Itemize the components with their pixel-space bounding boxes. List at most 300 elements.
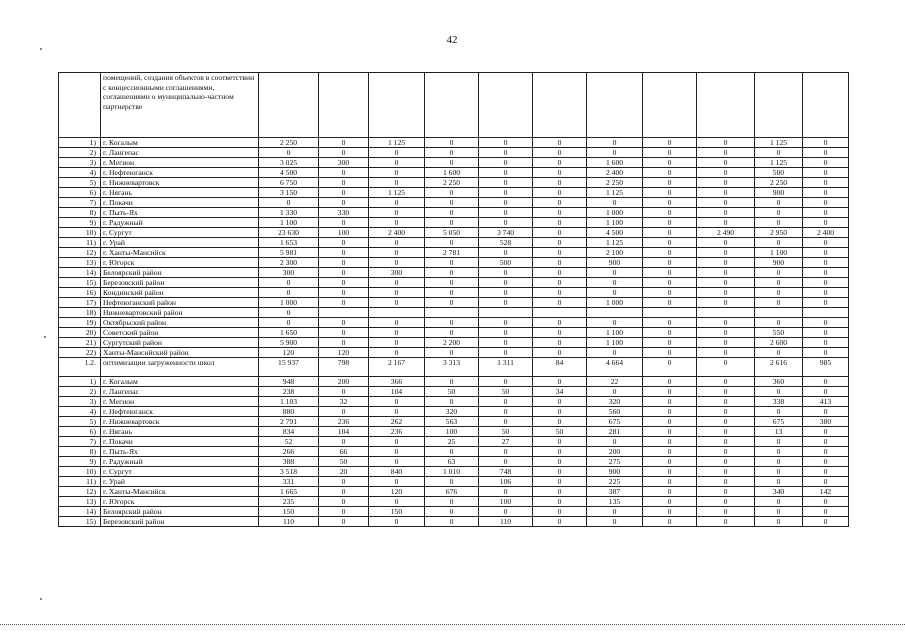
table-row	[59, 308, 849, 318]
header-number-cell	[59, 73, 101, 138]
row-number: 18)	[59, 308, 101, 318]
value-cell: 0	[533, 467, 587, 477]
value-cell: 1 010	[425, 467, 479, 477]
value-cell: 380	[803, 417, 849, 427]
value-cell: 0	[643, 467, 697, 477]
value-cell: 100	[319, 228, 369, 238]
value-cell	[425, 308, 479, 318]
data-table	[58, 72, 849, 527]
value-cell: 0	[319, 328, 369, 338]
value-cell: 3 025	[259, 158, 319, 168]
value-cell: 0	[697, 427, 755, 437]
value-cell: 900	[755, 258, 803, 268]
value-cell: 2 250	[755, 178, 803, 188]
value-cell: 0	[319, 198, 369, 208]
value-cell: 2 490	[697, 228, 755, 238]
value-cell: 0	[369, 517, 425, 527]
value-cell: 0	[755, 198, 803, 208]
value-cell: 0	[643, 507, 697, 517]
value-cell: 0	[697, 487, 755, 497]
value-cell: 0	[319, 407, 369, 417]
row-name: г. Нягань	[101, 427, 259, 437]
value-cell: 2 250	[259, 138, 319, 148]
value-cell: 0	[479, 457, 533, 467]
row-number: 10)	[59, 467, 101, 477]
value-cell: 4 500	[259, 168, 319, 178]
row-number: 1)	[59, 377, 101, 387]
row-number: 6)	[59, 188, 101, 198]
table-row	[59, 397, 849, 407]
value-cell: 0	[425, 288, 479, 298]
row-number: 6)	[59, 427, 101, 437]
value-cell: 0	[369, 338, 425, 348]
value-cell: 0	[697, 397, 755, 407]
value-cell: 2 250	[425, 178, 479, 188]
value-cell: 110	[259, 517, 319, 527]
row-number: 14)	[59, 268, 101, 278]
value-cell: 13	[755, 427, 803, 437]
table-row	[59, 228, 849, 238]
value-cell: 0	[587, 348, 643, 358]
value-cell: 0	[803, 168, 849, 178]
value-cell: 120	[259, 348, 319, 358]
value-cell: 840	[369, 467, 425, 477]
value-cell: 20	[319, 467, 369, 477]
value-cell: 387	[587, 487, 643, 497]
row-name: г. Радужный	[101, 218, 259, 228]
value-cell: 0	[643, 218, 697, 228]
value-cell: 0	[425, 397, 479, 407]
value-cell: 0	[755, 208, 803, 218]
header-cell	[319, 73, 369, 138]
value-cell: 300	[319, 158, 369, 168]
page-bottom-edge	[0, 624, 905, 625]
value-cell: 25	[425, 437, 479, 447]
row-name: Нефтеюганский район	[101, 298, 259, 308]
value-cell: 0	[643, 288, 697, 298]
value-cell: 150	[369, 507, 425, 517]
value-cell: 0	[755, 318, 803, 328]
value-cell: 1 100	[587, 218, 643, 228]
value-cell: 0	[319, 318, 369, 328]
value-cell: 0	[533, 457, 587, 467]
value-cell: 0	[369, 238, 425, 248]
value-cell: 0	[533, 348, 587, 358]
row-number: 13)	[59, 497, 101, 507]
row-number: 14)	[59, 507, 101, 517]
value-cell: 900	[587, 258, 643, 268]
value-cell: 0	[587, 268, 643, 278]
row-name: Березовский район	[101, 517, 259, 527]
value-cell: 0	[803, 507, 849, 517]
value-cell: 0	[803, 188, 849, 198]
value-cell: 0	[697, 507, 755, 517]
value-cell: 0	[425, 517, 479, 527]
value-cell	[803, 308, 849, 318]
value-cell: 0	[533, 417, 587, 427]
value-cell: 0	[755, 407, 803, 417]
value-cell: 0	[479, 198, 533, 208]
value-cell: 0	[479, 507, 533, 517]
value-cell: 1 125	[587, 238, 643, 248]
row-number: 11)	[59, 238, 101, 248]
value-cell: 0	[697, 298, 755, 308]
value-cell: 0	[643, 377, 697, 387]
row-name: Белоярский район	[101, 268, 259, 278]
value-cell: 0	[643, 238, 697, 248]
value-cell: 0	[319, 288, 369, 298]
value-cell: 0	[587, 318, 643, 328]
row-number: 17)	[59, 298, 101, 308]
value-cell: 0	[425, 497, 479, 507]
row-name: г. Нягань	[101, 188, 259, 198]
value-cell: 0	[425, 328, 479, 338]
value-cell: 0	[533, 517, 587, 527]
value-cell: 500	[755, 168, 803, 178]
value-cell: 900	[755, 188, 803, 198]
value-cell: 2 200	[425, 338, 479, 348]
value-cell: 0	[319, 507, 369, 517]
table-row	[59, 387, 849, 397]
scan-speck	[40, 48, 42, 50]
row-number: 19)	[59, 318, 101, 328]
row-name: г. Урай	[101, 477, 259, 487]
value-cell: 0	[533, 228, 587, 238]
value-cell: 0	[533, 238, 587, 248]
value-cell: 0	[587, 148, 643, 158]
table-row	[59, 427, 849, 437]
value-cell: 0	[803, 517, 849, 527]
table-row	[59, 497, 849, 507]
table-row	[59, 437, 849, 447]
value-cell: 1 125	[755, 138, 803, 148]
value-cell: 0	[697, 407, 755, 417]
scan-speck	[40, 598, 42, 600]
value-cell: 0	[643, 148, 697, 158]
value-cell: 0	[697, 457, 755, 467]
value-cell: 0	[533, 298, 587, 308]
value-cell: 0	[697, 387, 755, 397]
value-cell: 0	[643, 417, 697, 427]
row-name: г. Пыть-Ях	[101, 208, 259, 218]
value-cell: 0	[697, 467, 755, 477]
value-cell: 985	[803, 358, 849, 377]
value-cell: 0	[369, 178, 425, 188]
value-cell: 52	[259, 437, 319, 447]
value-cell: 798	[319, 358, 369, 377]
value-cell: 0	[803, 338, 849, 348]
value-cell: 0	[319, 477, 369, 487]
value-cell: 0	[643, 348, 697, 358]
value-cell: 66	[319, 447, 369, 457]
value-cell: 106	[479, 477, 533, 487]
value-cell: 1 103	[259, 397, 319, 407]
value-cell: 0	[643, 487, 697, 497]
value-cell: 0	[755, 387, 803, 397]
value-cell: 0	[479, 407, 533, 417]
value-cell: 0	[697, 377, 755, 387]
value-cell: 0	[479, 397, 533, 407]
value-cell: 0	[259, 318, 319, 328]
value-cell: 2 781	[425, 248, 479, 258]
value-cell: 0	[425, 208, 479, 218]
value-cell: 0	[803, 288, 849, 298]
value-cell: 0	[319, 258, 369, 268]
value-cell: 150	[259, 507, 319, 517]
value-cell: 0	[803, 447, 849, 457]
row-name: г. Когалым	[101, 377, 259, 387]
value-cell: 0	[587, 198, 643, 208]
table-row	[59, 377, 849, 387]
value-cell: 1 653	[259, 238, 319, 248]
value-cell: 0	[643, 258, 697, 268]
value-cell: 238	[259, 387, 319, 397]
value-cell: 0	[425, 507, 479, 517]
value-cell: 0	[369, 288, 425, 298]
header-cell	[755, 73, 803, 138]
header-cell	[259, 73, 319, 138]
row-number: 9)	[59, 457, 101, 467]
value-cell: 3 518	[259, 467, 319, 477]
value-cell: 236	[369, 427, 425, 437]
value-cell: 330	[319, 208, 369, 218]
value-cell: 0	[643, 497, 697, 507]
value-cell: 0	[533, 208, 587, 218]
value-cell: 0	[643, 248, 697, 258]
value-cell: 0	[697, 198, 755, 208]
value-cell: 360	[755, 377, 803, 387]
value-cell: 5 900	[259, 338, 319, 348]
value-cell: 675	[755, 417, 803, 427]
value-cell: 5 050	[425, 228, 479, 238]
value-cell: 0	[697, 218, 755, 228]
value-cell: 0	[533, 198, 587, 208]
value-cell: 0	[369, 258, 425, 268]
value-cell: 50	[479, 387, 533, 397]
value-cell: 0	[425, 218, 479, 228]
value-cell: 0	[587, 507, 643, 517]
value-cell: 0	[369, 457, 425, 467]
value-cell: 3 740	[479, 228, 533, 238]
value-cell: 200	[587, 447, 643, 457]
table-row	[59, 348, 849, 358]
value-cell: 0	[425, 198, 479, 208]
value-cell: 413	[803, 397, 849, 407]
value-cell: 0	[369, 328, 425, 338]
value-cell: 0	[643, 178, 697, 188]
value-cell: 0	[697, 497, 755, 507]
value-cell: 0	[755, 218, 803, 228]
value-cell: 0	[369, 198, 425, 208]
page-number: 42	[446, 34, 458, 46]
value-cell: 0	[803, 158, 849, 168]
table-row	[59, 417, 849, 427]
header-cell	[587, 73, 643, 138]
table-row	[59, 477, 849, 487]
value-cell: 0	[533, 477, 587, 487]
value-cell: 0	[587, 278, 643, 288]
value-cell: 0	[319, 268, 369, 278]
value-cell: 0	[803, 208, 849, 218]
value-cell: 0	[479, 268, 533, 278]
row-name: Ханты-Мансийский район	[101, 348, 259, 358]
value-cell: 5 981	[259, 248, 319, 258]
value-cell: 0	[755, 238, 803, 248]
row-number: 9)	[59, 218, 101, 228]
value-cell: 0	[319, 278, 369, 288]
value-cell: 0	[643, 298, 697, 308]
value-cell: 0	[319, 168, 369, 178]
row-name: оптимизации загруженности школ	[101, 358, 259, 377]
value-cell: 0	[533, 397, 587, 407]
row-name: г. Ханты-Мансийск	[101, 487, 259, 497]
value-cell: 0	[369, 437, 425, 447]
row-number: 15)	[59, 517, 101, 527]
value-cell: 1 311	[479, 358, 533, 377]
value-cell: 900	[587, 467, 643, 477]
value-cell: 0	[479, 148, 533, 158]
value-cell: 0	[479, 377, 533, 387]
value-cell: 0	[643, 268, 697, 278]
value-cell: 0	[643, 188, 697, 198]
value-cell: 236	[319, 417, 369, 427]
value-cell: 0	[697, 288, 755, 298]
value-cell: 22	[587, 377, 643, 387]
value-cell: 0	[697, 328, 755, 338]
value-cell: 1 100	[587, 328, 643, 338]
row-name: г. Нефтеюганск	[101, 407, 259, 417]
value-cell: 300	[369, 268, 425, 278]
value-cell: 0	[643, 427, 697, 437]
value-cell: 0	[697, 338, 755, 348]
table-row	[59, 278, 849, 288]
value-cell: 0	[369, 148, 425, 158]
value-cell: 0	[643, 228, 697, 238]
value-cell: 2 791	[259, 417, 319, 427]
header-cell	[479, 73, 533, 138]
value-cell: 0	[533, 268, 587, 278]
value-cell: 32	[319, 397, 369, 407]
value-cell: 100	[425, 427, 479, 437]
value-cell: 320	[425, 407, 479, 417]
value-cell: 0	[697, 278, 755, 288]
value-cell: 0	[803, 377, 849, 387]
row-number: 12)	[59, 487, 101, 497]
value-cell: 0	[697, 188, 755, 198]
value-cell: 0	[479, 138, 533, 148]
value-cell: 0	[479, 338, 533, 348]
value-cell: 0	[587, 387, 643, 397]
value-cell: 50	[425, 387, 479, 397]
table-row	[59, 298, 849, 308]
value-cell: 0	[697, 258, 755, 268]
value-cell: 0	[643, 437, 697, 447]
value-cell: 0	[479, 447, 533, 457]
table-row	[59, 138, 849, 148]
row-name: г. Нижневартовск	[101, 178, 259, 188]
row-number: 1)	[59, 138, 101, 148]
table-row	[59, 258, 849, 268]
value-cell: 0	[755, 467, 803, 477]
value-cell: 0	[803, 298, 849, 308]
row-name: г. Мегион	[101, 397, 259, 407]
value-cell: 0	[643, 208, 697, 218]
row-name: г. Ханты-Мансийск	[101, 248, 259, 258]
row-number: 13)	[59, 258, 101, 268]
value-cell: 0	[755, 298, 803, 308]
table-row	[59, 208, 849, 218]
row-name: г. Нижневартовск	[101, 417, 259, 427]
row-number: 2)	[59, 387, 101, 397]
value-cell: 3 313	[425, 358, 479, 377]
value-cell: 0	[755, 497, 803, 507]
value-cell: 0	[697, 178, 755, 188]
value-cell: 2 250	[587, 178, 643, 188]
value-cell: 0	[479, 188, 533, 198]
table-row	[59, 148, 849, 158]
value-cell: 528	[479, 238, 533, 248]
value-cell: 0	[643, 387, 697, 397]
value-cell: 0	[479, 248, 533, 258]
value-cell: 0	[425, 348, 479, 358]
value-cell: 1 330	[259, 208, 319, 218]
value-cell: 0	[319, 238, 369, 248]
value-cell: 0	[425, 477, 479, 487]
header-cell	[697, 73, 755, 138]
value-cell: 0	[643, 318, 697, 328]
value-cell: 0	[643, 158, 697, 168]
value-cell: 0	[643, 278, 697, 288]
value-cell: 1 650	[259, 328, 319, 338]
value-cell: 0	[533, 437, 587, 447]
row-number: 4)	[59, 168, 101, 178]
table-row	[59, 318, 849, 328]
table-row	[59, 507, 849, 517]
value-cell: 948	[259, 377, 319, 387]
value-cell: 0	[479, 178, 533, 188]
value-cell: 0	[533, 218, 587, 228]
row-name: Нижневартовский район	[101, 308, 259, 318]
value-cell: 0	[479, 208, 533, 218]
value-cell: 1 100	[755, 248, 803, 258]
value-cell: 0	[803, 238, 849, 248]
value-cell: 1 100	[259, 218, 319, 228]
table-row	[59, 288, 849, 298]
value-cell: 0	[803, 467, 849, 477]
value-cell	[697, 308, 755, 318]
row-number: 15)	[59, 278, 101, 288]
value-cell	[643, 308, 697, 318]
value-cell: 1 125	[755, 158, 803, 168]
table-row	[59, 188, 849, 198]
value-cell: 0	[643, 457, 697, 467]
value-cell: 1 100	[587, 338, 643, 348]
row-number: 8)	[59, 208, 101, 218]
value-cell	[479, 308, 533, 318]
value-cell: 0	[697, 417, 755, 427]
value-cell	[533, 308, 587, 318]
value-cell: 50	[533, 427, 587, 437]
value-cell: 0	[755, 457, 803, 467]
value-cell: 0	[533, 278, 587, 288]
value-cell: 0	[803, 318, 849, 328]
value-cell: 0	[755, 288, 803, 298]
table-row	[59, 328, 849, 338]
table-row	[59, 467, 849, 477]
value-cell: 0	[425, 447, 479, 457]
value-cell: 0	[803, 407, 849, 417]
value-cell: 120	[369, 487, 425, 497]
